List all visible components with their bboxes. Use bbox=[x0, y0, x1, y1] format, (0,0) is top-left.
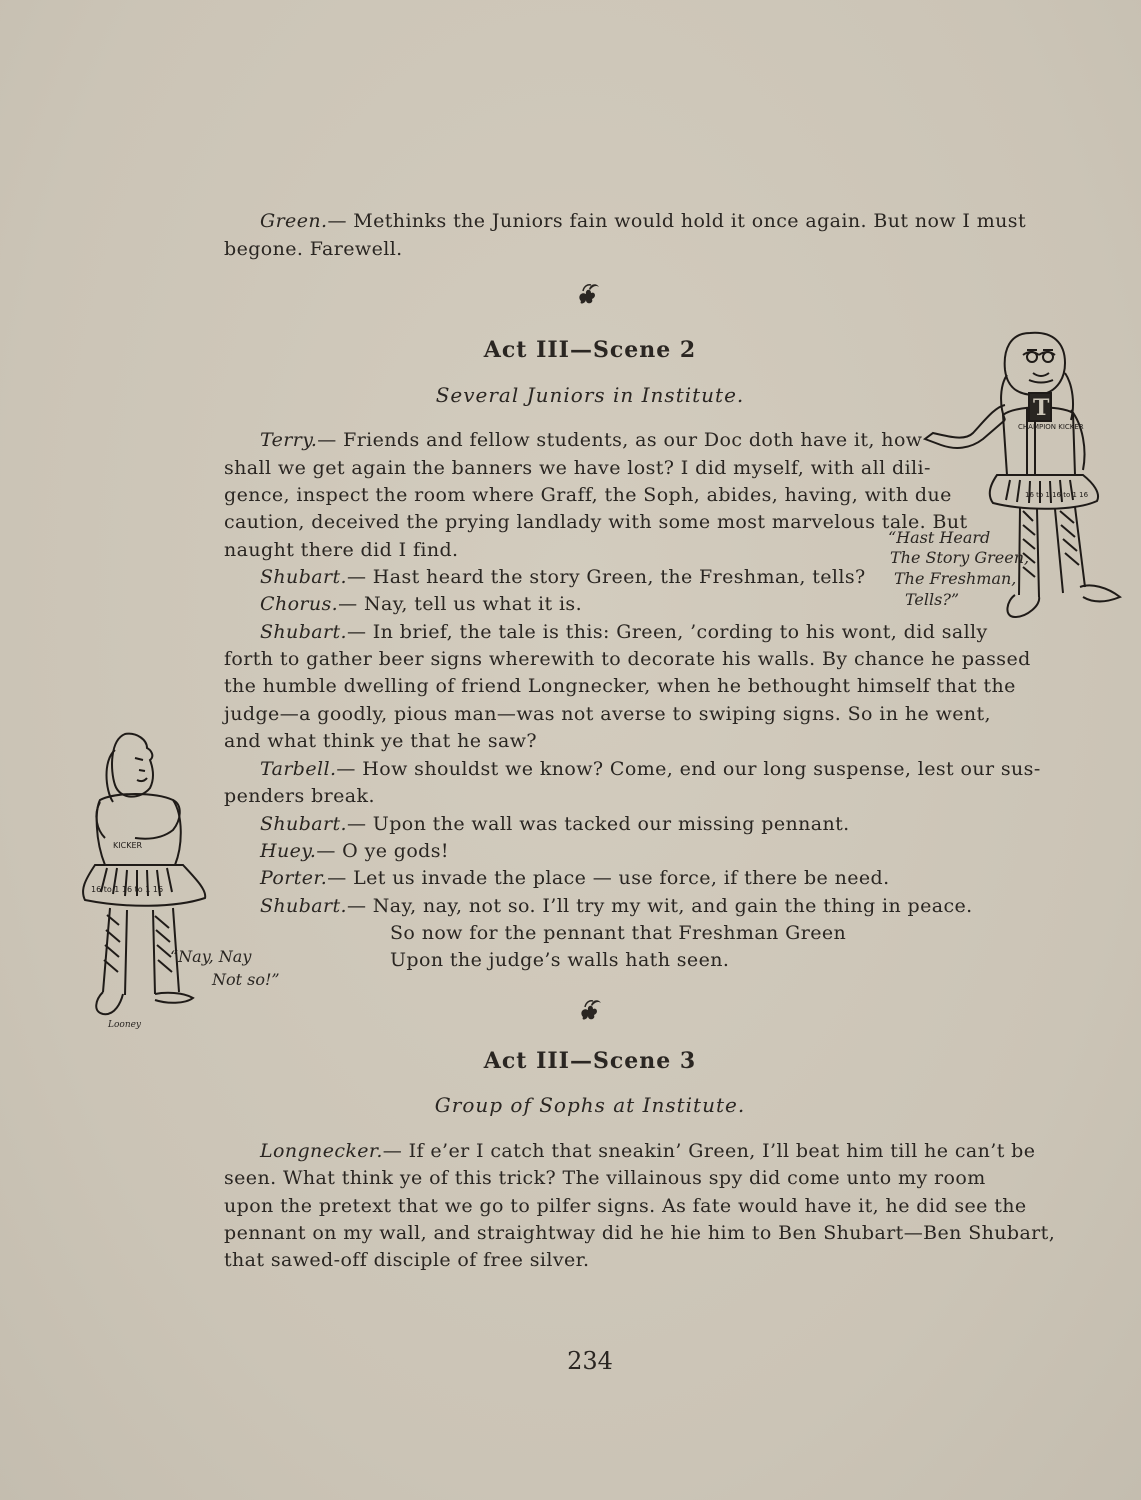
left-skirt-text: 16 to 1 16 to 1 16 bbox=[91, 885, 164, 894]
terry-line-4: caution, deceived the prying landlady with some most marvelous tale. But bbox=[224, 511, 968, 533]
skirt-text: 16 to 1 16 to 1 16 bbox=[1025, 491, 1089, 499]
longnecker-line-4: pennant on my wall, and straightway did he hie him to Ben Shubart—Ben Shubart, bbox=[224, 1222, 1056, 1244]
page-number: 234 bbox=[567, 1347, 613, 1375]
huey-line: Huey.— O ye gods! bbox=[260, 840, 449, 862]
speaker-longnecker: Longnecker. bbox=[260, 1140, 383, 1162]
longnecker-line-5: that sawed-off disciple of free silver. bbox=[224, 1249, 590, 1271]
speaker-tarbell: Tarbell. bbox=[260, 758, 337, 780]
terry-line-3: gence, inspect the room where Graff, the Soph, abides, having, with due bbox=[224, 484, 952, 506]
speaker-shubart: Shubart. bbox=[260, 566, 347, 588]
shubart-line-1: Shubart.— Hast heard the story Green, the Freshman, tells? bbox=[260, 566, 866, 588]
tarbell-line-1: Tarbell.— How shouldst we know? Come, end our long suspense, lest our sus- bbox=[260, 758, 1041, 780]
verse-line-1: So now for the pennant that Freshman Green bbox=[390, 922, 847, 944]
speaker-shubart: Shubart. bbox=[260, 621, 347, 643]
speaker-terry: Terry. bbox=[260, 429, 318, 451]
caption-right-1: “Hast Heard bbox=[888, 528, 991, 547]
green-line-1: Green.— Methinks the Juniors fain would hold it once again. But now I must bbox=[260, 210, 1026, 232]
speaker-chorus: Chorus. bbox=[260, 593, 339, 615]
caption-right-2: The Story Green, bbox=[890, 548, 1030, 567]
caption-left-2: Not so!” bbox=[212, 970, 280, 989]
shubart-tale-line-2: forth to gather beer signs wherewith to decorate his walls. By chance he passed bbox=[224, 648, 1031, 670]
terry-line-5: naught there did I find. bbox=[224, 539, 459, 561]
speaker-shubart: Shubart. bbox=[260, 895, 347, 917]
sweater-letter: T bbox=[1033, 395, 1050, 421]
artist-signature: Looney bbox=[108, 1020, 142, 1030]
green-line-2: begone. Farewell. bbox=[224, 238, 403, 260]
caption-left-1: “Nay, Nay bbox=[170, 947, 252, 966]
shubart-tale-line-1: Shubart.— In brief, the tale is this: Green, ’cording to his wont, did sally bbox=[260, 621, 988, 643]
porter-line: Porter.— Let us invade the place — use force, if there be need. bbox=[260, 867, 890, 889]
verse-line-2: Upon the judge’s walls hath seen. bbox=[390, 949, 730, 971]
speaker-shubart: Shubart. bbox=[260, 813, 347, 835]
scene-2-setting: Several Juniors in Institute. bbox=[435, 383, 745, 407]
shubart-tale-line-4: judge—a goodly, pious man—was not averse to swiping signs. So in he went, bbox=[224, 703, 991, 725]
chorus-line: Chorus.— Nay, tell us what it is. bbox=[260, 593, 583, 615]
speaker-porter: Porter. bbox=[260, 867, 328, 889]
shubart-peace-line: Shubart.— Nay, nay, not so. I’ll try my wit, and gain the thing in peace. bbox=[260, 895, 973, 917]
speaker-huey: Huey. bbox=[260, 840, 317, 862]
sweater-badge-text: CHAMPION KICKER bbox=[1018, 423, 1084, 431]
speaker-green: Green. bbox=[260, 210, 328, 232]
scene-3-heading: Act III—Scene 3 bbox=[483, 1048, 697, 1074]
longnecker-line-1: Longnecker.— If e’er I catch that sneakin’ Green, I’ll beat him till he can’t be bbox=[260, 1140, 1036, 1162]
shubart-pennant-line: Shubart.— Upon the wall was tacked our missing pennant. bbox=[260, 813, 850, 835]
longnecker-line-3: upon the pretext that we go to pilfer signs. As fate would have it, he did see the bbox=[224, 1195, 1027, 1217]
scene-3-setting: Group of Sophs at Institute. bbox=[434, 1093, 746, 1117]
cheerleader-illustration-left bbox=[55, 730, 245, 1040]
scene-2-heading: Act III—Scene 2 bbox=[483, 337, 697, 363]
shubart-tale-line-3: the humble dwelling of friend Longnecker, when he bethought himself that the bbox=[224, 675, 1016, 697]
caption-right-4: Tells?” bbox=[905, 590, 960, 609]
tarbell-line-2: penders break. bbox=[224, 785, 375, 807]
fleuron-ornament-icon bbox=[575, 995, 605, 1025]
caption-right-3: The Freshman, bbox=[894, 569, 1017, 588]
longnecker-line-2: seen. What think ye of this trick? The villainous spy did come unto my room bbox=[224, 1167, 986, 1189]
terry-line-2: shall we get again the banners we have lost? I did myself, with all dili- bbox=[224, 457, 931, 479]
shubart-tale-line-5: and what think ye that he saw? bbox=[224, 730, 537, 752]
fleuron-ornament-icon bbox=[573, 279, 603, 309]
terry-line-1: Terry.— Friends and fellow students, as our Doc doth have it, how bbox=[260, 429, 923, 451]
left-sweater-badge-text: KICKER bbox=[113, 841, 143, 850]
